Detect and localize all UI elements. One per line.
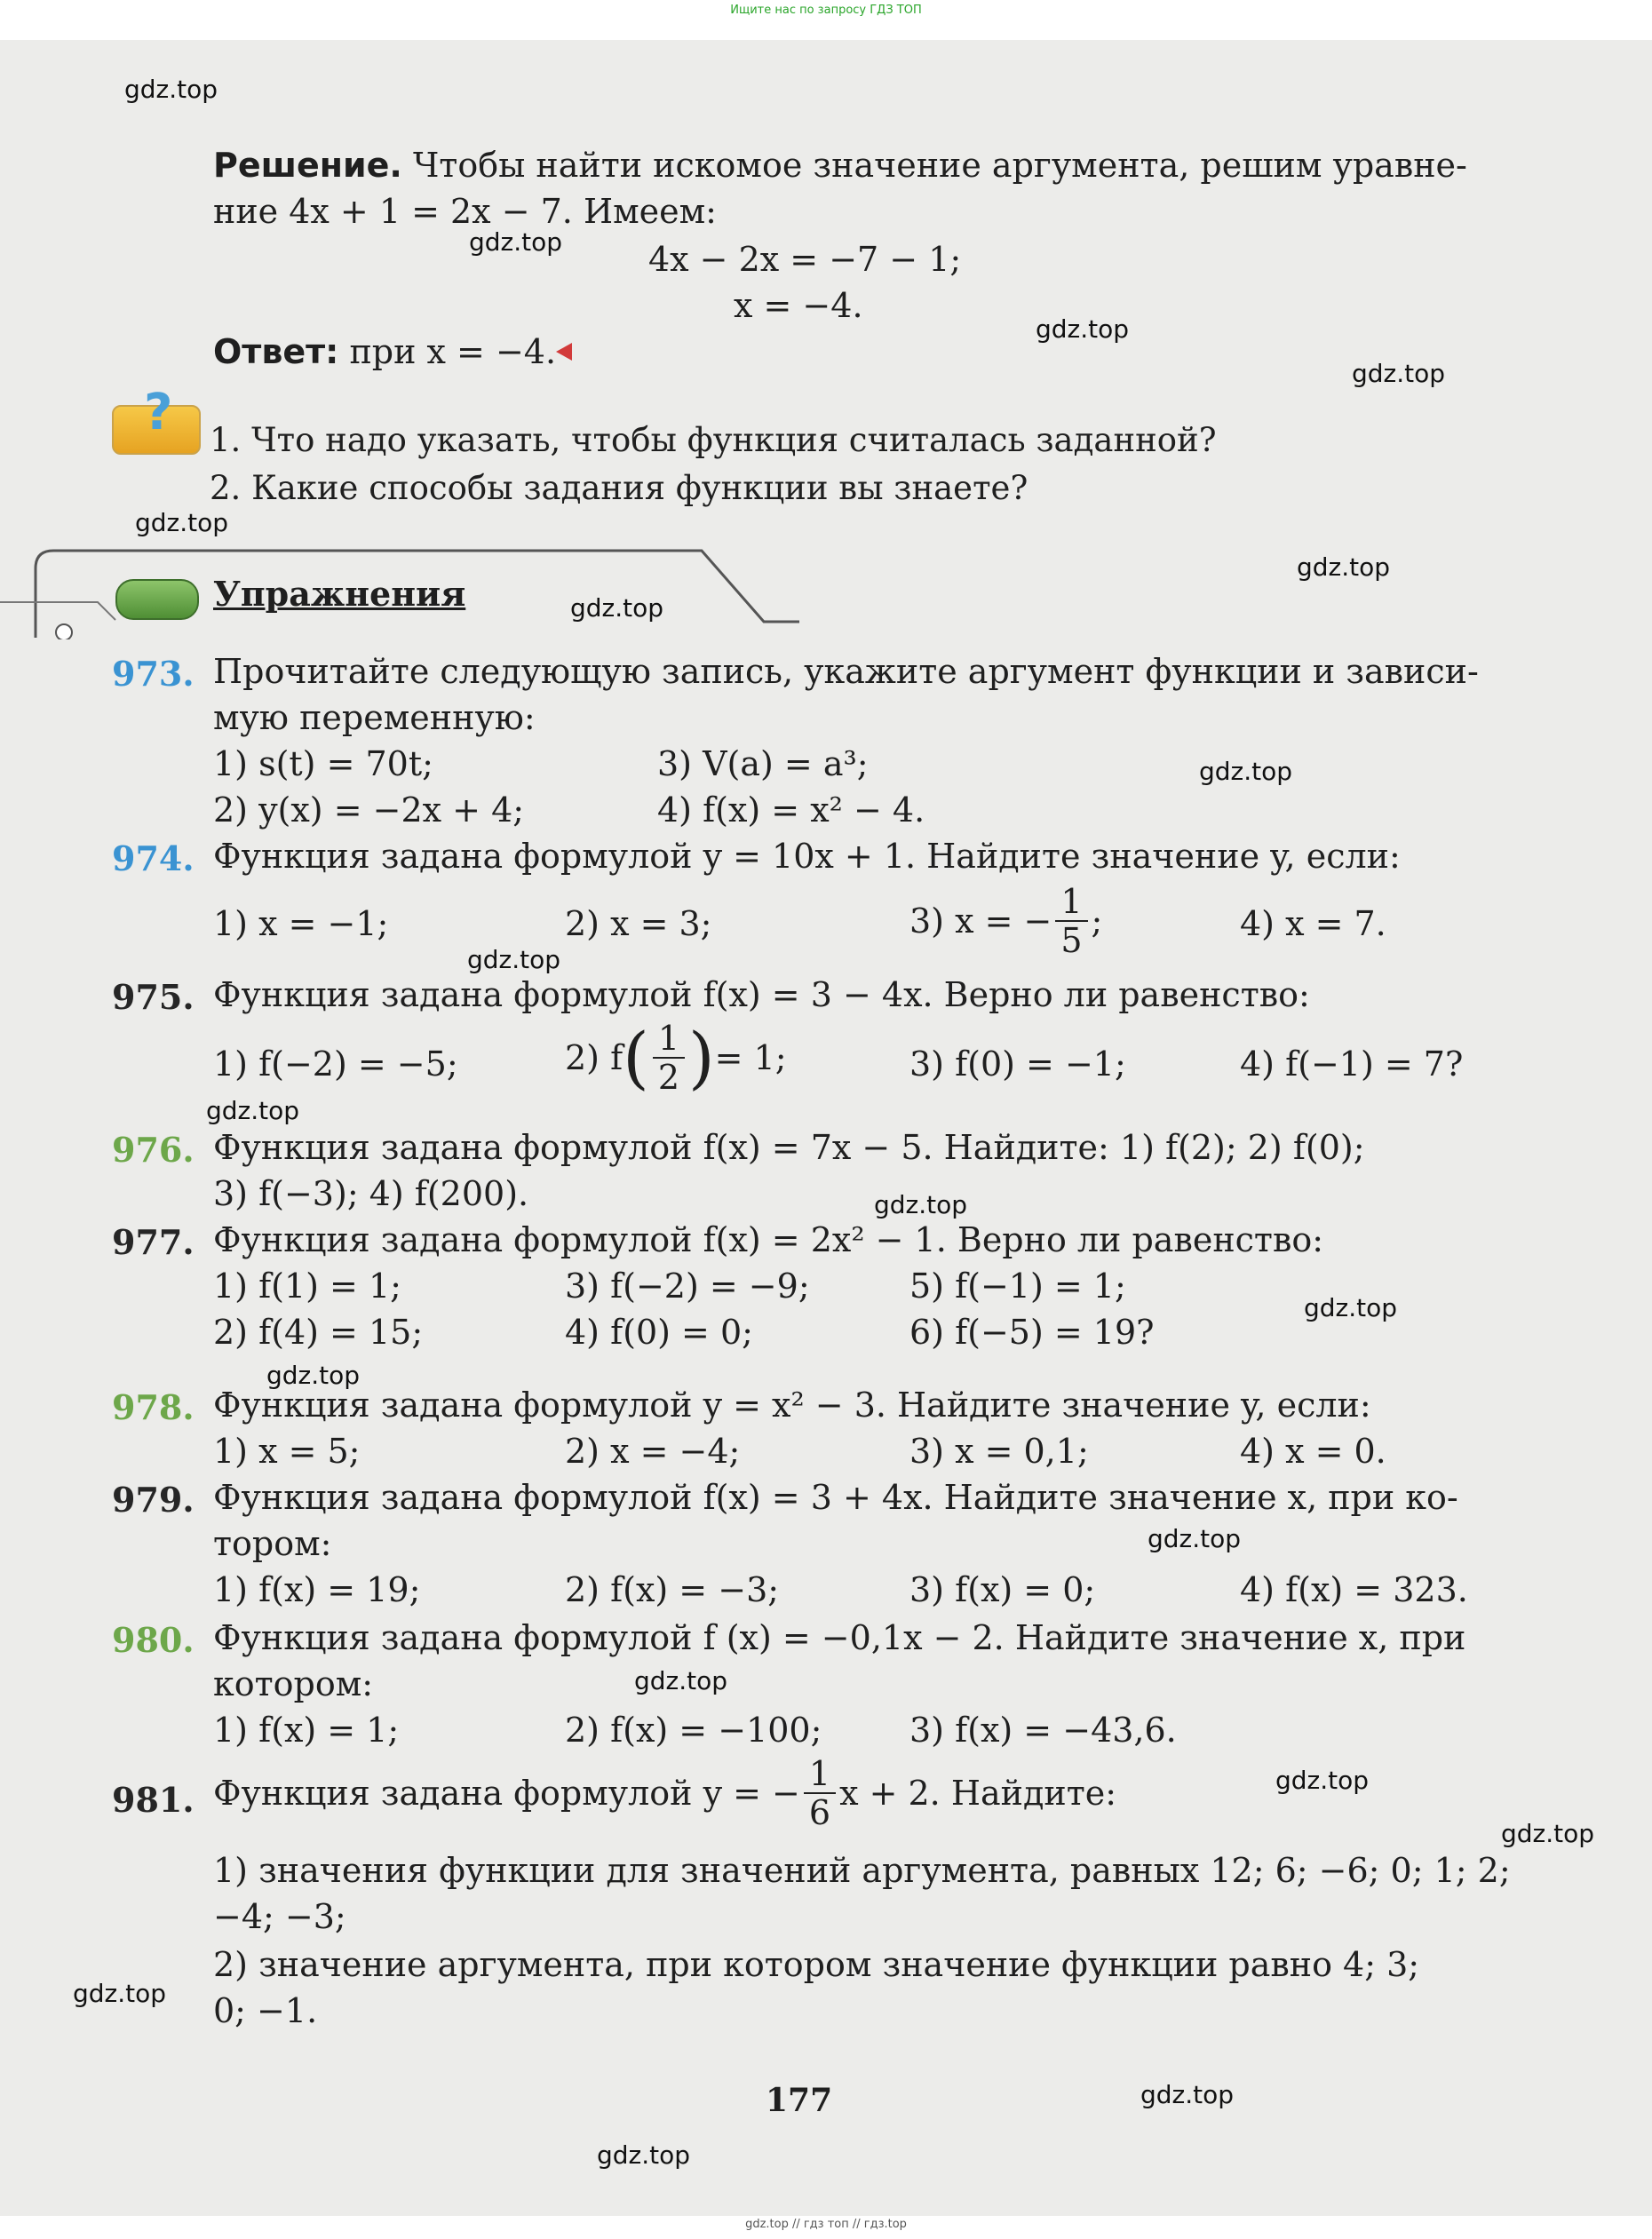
- exercise-item: 6) f(−5) = 19?: [909, 1313, 1155, 1352]
- exercise-item: 4) x = 0.: [1240, 1432, 1386, 1471]
- exercise-item: 4) f(−1) = 7?: [1240, 1044, 1464, 1084]
- exercise-item: 2) f(x) = −3;: [565, 1570, 780, 1609]
- exercise-item: 2) f(x) = −100;: [565, 1711, 822, 1750]
- exercise-item: 3) f(0) = −1;: [909, 1044, 1126, 1084]
- exercise-text: Функция задана формулой y = − $\frac{1}{6}$ x + 2. Найдите:: [213, 1754, 1117, 1832]
- exercise-number: 976.: [112, 1130, 195, 1170]
- watermark: gdz.top: [73, 1979, 167, 2008]
- exercise-item: 2) y(x) = −2x + 4;: [213, 790, 525, 830]
- exercise-item: 2) f( $\frac{1}{2}$ )= 1;: [565, 1018, 787, 1097]
- end-marker-icon: [556, 343, 572, 361]
- exercise-item: 4) f(0) = 0;: [565, 1313, 753, 1352]
- question-mark-icon: ?: [144, 384, 173, 441]
- exercise-item: 1) s(t) = 70t;: [213, 744, 433, 783]
- exercise-text: котором:: [213, 1664, 374, 1703]
- exercise-text: тором:: [213, 1524, 332, 1563]
- exercise-item: 3) f(−2) = −9;: [565, 1266, 810, 1306]
- exercise-text: Функция задана формулой f(x) = 3 + 4x. Найдите значение x, при ко-: [213, 1478, 1458, 1517]
- exercise-item: 1) f(x) = 19;: [213, 1570, 421, 1609]
- watermark: gdz.top: [1140, 2080, 1235, 2109]
- exercises-pill-icon: [115, 579, 199, 620]
- watermark: gdz.top: [467, 945, 561, 974]
- watermark: gdz.top: [469, 227, 563, 257]
- watermark: gdz.top: [1352, 359, 1446, 388]
- watermark: gdz.top: [597, 2140, 691, 2170]
- exercise-text: Функция задана формулой y = 10x + 1. Найдите значение y, если:: [213, 837, 1401, 876]
- exercise-number: 977.: [112, 1222, 195, 1262]
- solution-text: Чтобы найти искомое значение аргумента, решим уравне-: [412, 146, 1467, 185]
- solution-label: Решение.: [213, 146, 402, 185]
- watermark: gdz.top: [135, 508, 229, 537]
- exercise-number: 978.: [112, 1387, 195, 1427]
- exercise-item: 3) f(x) = 0;: [909, 1570, 1096, 1609]
- exercise-number: 979.: [112, 1480, 195, 1520]
- exercise-text: Функция задана формулой f(x) = 7x − 5. Найдите: 1) f(2); 2) f(0);: [213, 1128, 1365, 1167]
- watermark: gdz.top: [1275, 1766, 1370, 1795]
- answer-line: [213, 332, 556, 371]
- exercise-number: 974.: [112, 838, 195, 878]
- header-banner: Ищите нас по запросу ГДЗ ТОП: [730, 4, 922, 17]
- solution-equation-1: 4x − 2x = −7 − 1;: [648, 240, 962, 279]
- exercise-item: 5) f(−1) = 1;: [909, 1266, 1126, 1306]
- watermark: gdz.top: [570, 593, 664, 623]
- question-1: 1. Что надо указать, чтобы функция считалась заданной?: [210, 421, 1217, 459]
- exercise-item: 4) x = 7.: [1240, 904, 1386, 943]
- exercise-item: 2) f(4) = 15;: [213, 1313, 424, 1352]
- watermark: gdz.top: [266, 1361, 361, 1390]
- solution-line-2: ние 4x + 1 = 2x − 7. Имеем:: [213, 192, 717, 231]
- exercise-item: 1) x = −1;: [213, 904, 389, 943]
- exercise-number: 980.: [112, 1620, 195, 1660]
- exercise-item: 2) x = −4;: [565, 1432, 741, 1471]
- exercise-item: 3) V(a) = a³;: [657, 744, 869, 783]
- exercise-item: 2) x = 3;: [565, 904, 712, 943]
- answer-text: при x = −4.: [349, 332, 557, 371]
- watermark: gdz.top: [1501, 1819, 1595, 1848]
- exercise-item: 2) значение аргумента, при котором значение функции равно 4; 3;: [213, 1945, 1420, 1984]
- exercise-item: 3) x = 0,1;: [909, 1432, 1089, 1471]
- exercise-item: 1) f(−2) = −5;: [213, 1044, 458, 1084]
- answer-label: Ответ:: [213, 332, 339, 371]
- watermark: gdz.top: [1304, 1293, 1398, 1322]
- exercise-number: 981.: [112, 1780, 195, 1820]
- watermark: gdz.top: [206, 1096, 300, 1125]
- exercise-item: 4) f(x) = x² − 4.: [657, 790, 925, 830]
- exercise-number: 975.: [112, 977, 195, 1017]
- solution-equation-2: x = −4.: [734, 286, 863, 325]
- exercises-heading: Упражнения: [213, 574, 466, 614]
- question-2: 2. Какие способы задания функции вы знаете?: [210, 469, 1029, 507]
- exercise-item: 0; −1.: [213, 1991, 318, 2030]
- exercise-item: 1) f(x) = 1;: [213, 1711, 400, 1750]
- watermark: gdz.top: [1199, 757, 1293, 786]
- watermark: gdz.top: [124, 75, 218, 104]
- footer-banner: gdz.top // гдз топ // гдз.top: [745, 2218, 907, 2231]
- exercise-item: 1) значения функции для значений аргумента, равных 12; 6; −6; 0; 1; 2;: [213, 1851, 1511, 1890]
- exercise-item: 1) x = 5;: [213, 1432, 361, 1471]
- exercise-item: −4; −3;: [213, 1897, 346, 1936]
- exercise-text: Функция задана формулой y = x² − 3. Найдите значение y, если:: [213, 1385, 1371, 1425]
- watermark: gdz.top: [1036, 314, 1130, 344]
- exercise-item: 3) x = − $\frac{1}{5}$ ;: [909, 882, 1103, 960]
- watermark: gdz.top: [1148, 1524, 1242, 1553]
- watermark: gdz.top: [874, 1190, 968, 1219]
- exercise-text: Функция задана формулой f(x) = 3 − 4x. Верно ли равенство:: [213, 975, 1310, 1014]
- exercise-item: 4) f(x) = 323.: [1240, 1570, 1468, 1609]
- watermark: gdz.top: [1297, 552, 1391, 582]
- exercise-text: Прочитайте следующую запись, укажите аргумент функции и зависи-: [213, 652, 1479, 691]
- exercise-text: Функция задана формулой f (x) = −0,1x − 2. Найдите значение x, при: [213, 1618, 1466, 1657]
- exercise-item: 1) f(1) = 1;: [213, 1266, 401, 1306]
- watermark: gdz.top: [634, 1666, 728, 1695]
- solution-line-1: [213, 146, 1467, 185]
- page-number: 177: [766, 2082, 833, 2119]
- exercise-text: мую переменную:: [213, 698, 536, 737]
- exercise-text: Функция задана формулой f(x) = 2x² − 1. Верно ли равенство:: [213, 1220, 1324, 1259]
- exercise-text: 3) f(−3); 4) f(200).: [213, 1174, 529, 1213]
- exercise-number: 973.: [112, 654, 195, 694]
- exercise-item: 3) f(x) = −43,6.: [909, 1711, 1177, 1750]
